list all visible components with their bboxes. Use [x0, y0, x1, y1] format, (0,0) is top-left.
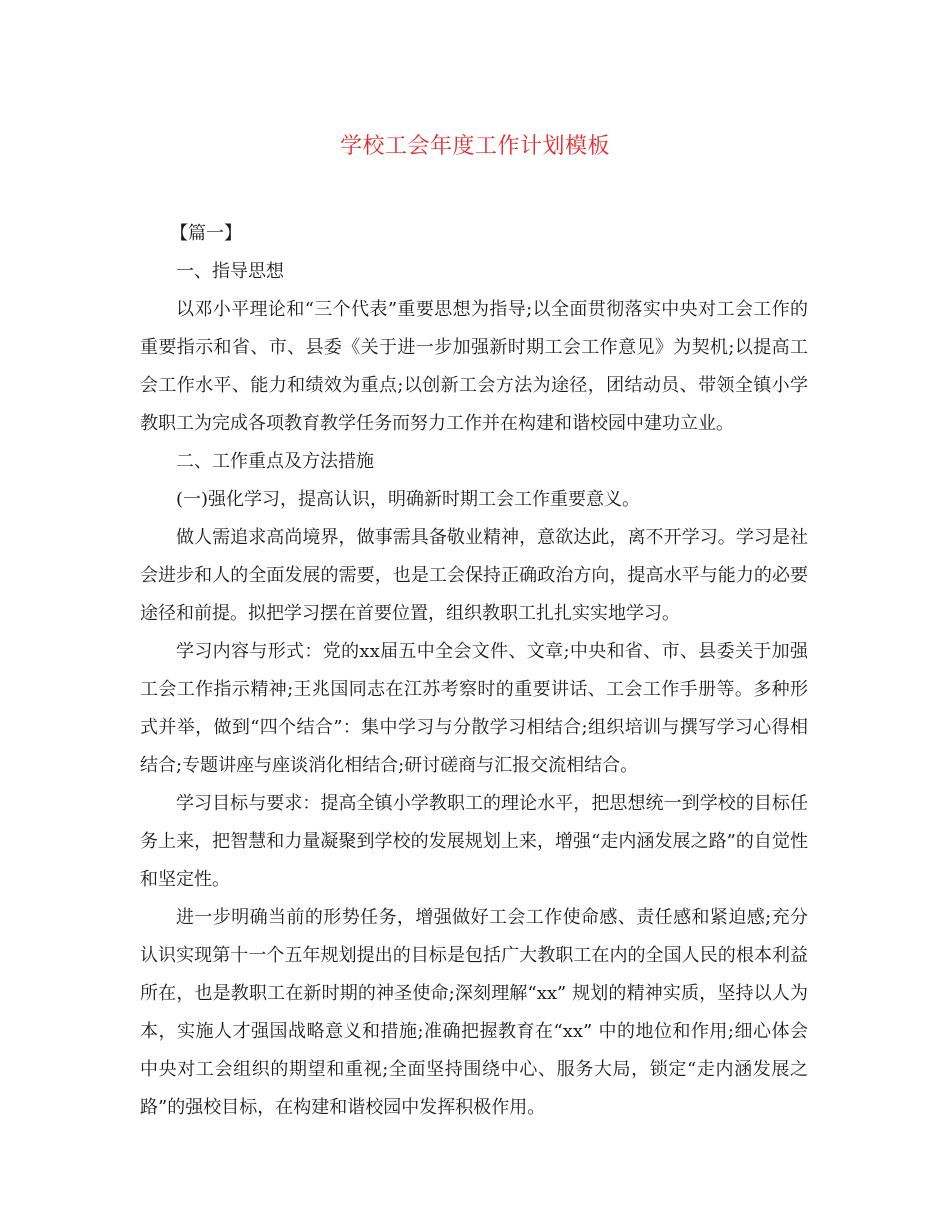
- section-tag: 【篇一】: [170, 223, 242, 244]
- paragraph-study-content: 学习内容与形式：党的xx届五中全会文件、文章;中央和省、市、县委关于加强工会工作指示精神;王兆国同志在江苏考察时的重要讲话、工会工作手册等。多种形式并举，做到“四个结合”：集中学习与分散学习相结合;组织培训与撰写学习心得相结合;专题讲座与座谈消化相结合;研讨磋商与汇报交流相结合。: [140, 641, 808, 776]
- paragraph-situation-tasks: 进一步明确当前的形势任务，增强做好工会工作使命感、责任感和紧迫感;充分认识实现第十一个五年规划提出的目标是包括广大教职工在内的全国人民的根本利益所在，也是教职工在新时期的神圣使命;深刻理解“xx” 规划的精神实质，坚持以人为本，实施人才强国战略意义和措施;准确把握教育在“xx” 中的地位和作用;细心体会中央对工会组织的期望和重视;全面坚持围绕中心、服务大局，锁定“走内涵发展之路”的强校目标，在构建和谐校园中发挥积极作用。: [140, 907, 808, 1118]
- heading-work-focus: 二、工作重点及方法措施: [176, 451, 374, 472]
- heading-guiding-thought: 一、指导思想: [176, 261, 284, 282]
- document-title: 学校工会年度工作计划模板: [339, 134, 610, 159]
- paragraph-study-importance: 做人需追求高尚境界，做事需具备敬业精神，意欲达此，离不开学习。学习是社会进步和人的全面发展的需要，也是工会保持正确政治方向，提高水平与能力的必要途径和前提。拟把学习摆在首要位置，组织教职工扎扎实实地学习。: [140, 527, 808, 624]
- document-body: [140, 215, 808, 1127]
- subheading-strengthen-study: (一)强化学习，提高认识，明确新时期工会工作重要意义。: [176, 489, 641, 510]
- paragraph-guiding-thought: 以邓小平理论和“三个代表”重要思想为指导;以全面贯彻落实中央对工会工作的重要指示和省、市、县委《关于进一步加强新时期工会工作意见》为契机;以提高工会工作水平、能力和绩效为重点;以创新工会方法为途径，团结动员、带领全镇小学教职工为完成各项教育教学任务而努力工作并在构建和谐校园中建功立业。: [140, 299, 808, 434]
- paragraph-study-goals: 学习目标与要求：提高全镇小学教职工的理论水平，把思想统一到学校的目标任务上来，把智慧和力量凝聚到学校的发展规划上来，增强“走内涵发展之路”的自觉性和坚定性。: [140, 793, 808, 890]
